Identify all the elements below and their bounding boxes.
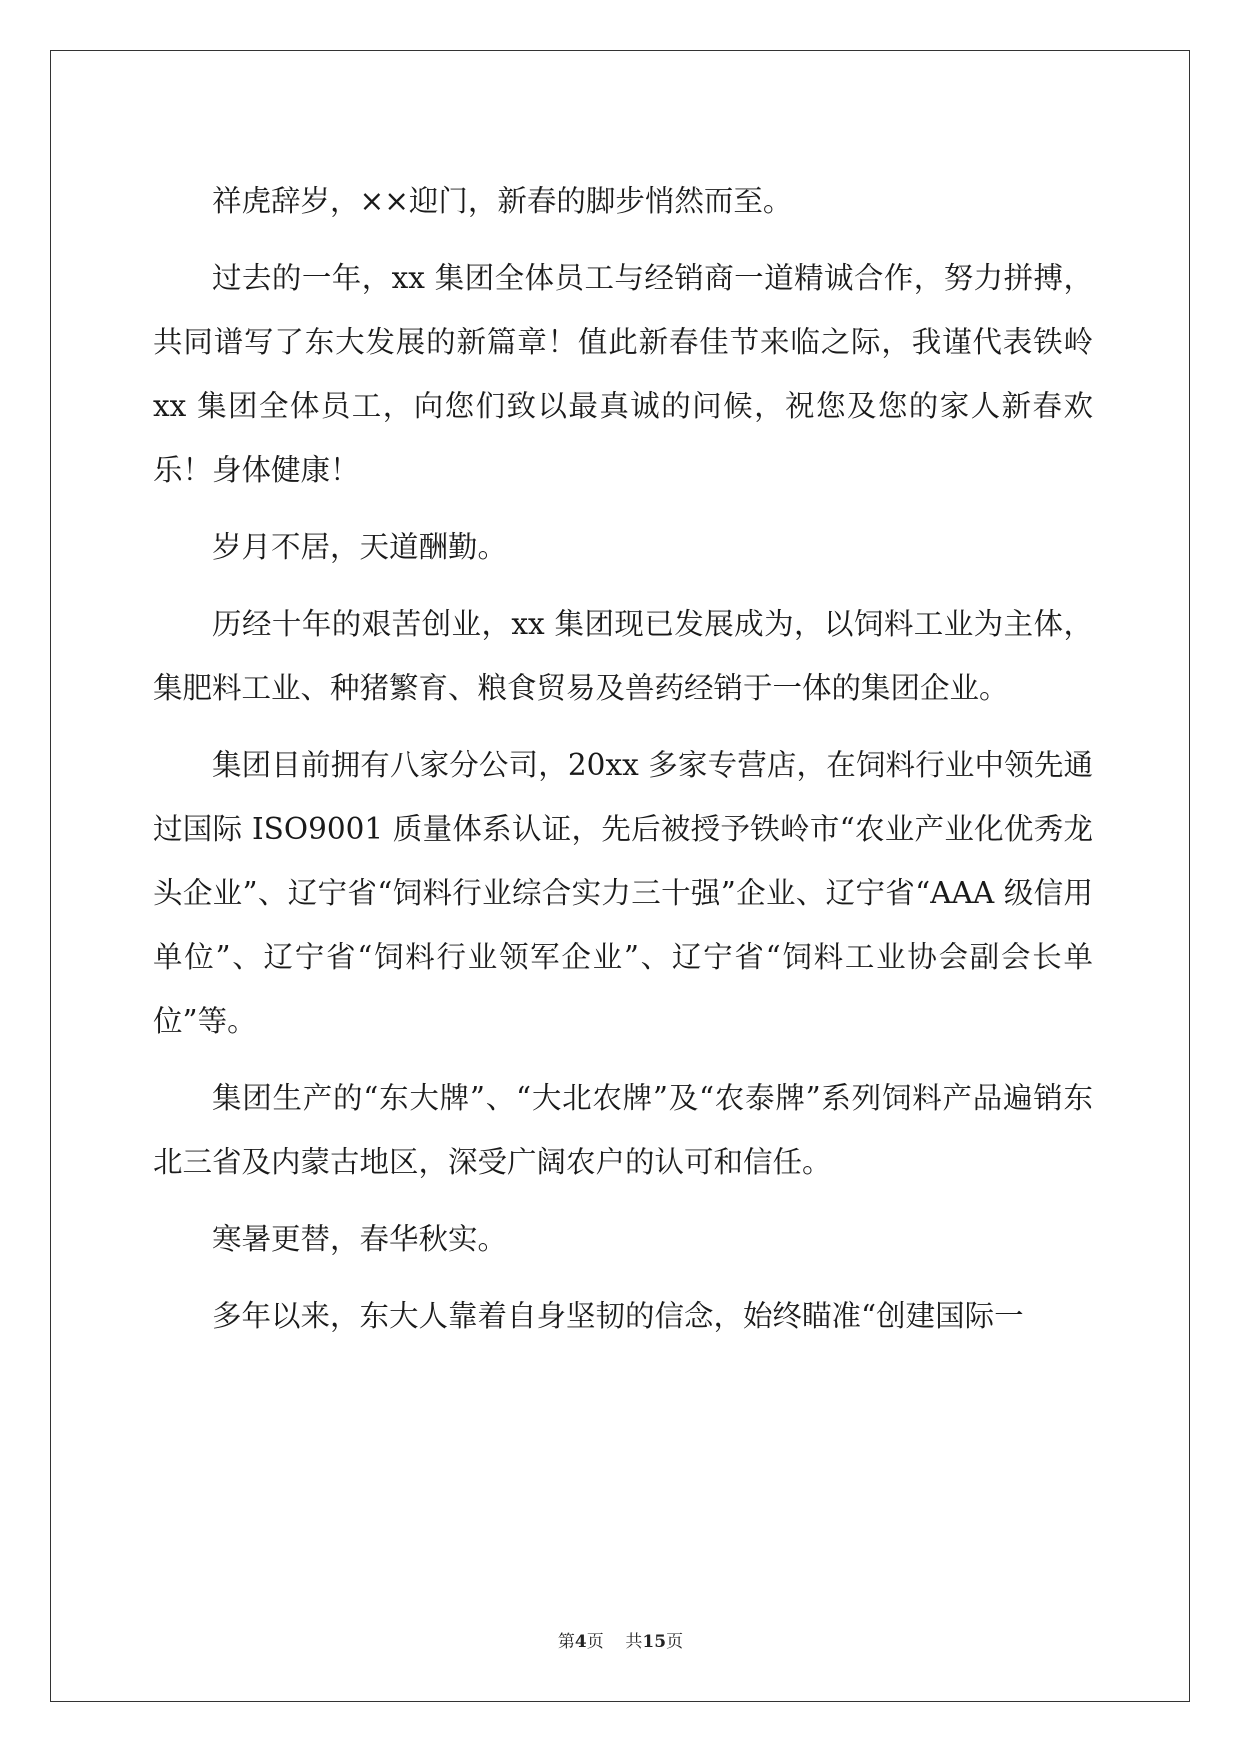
paragraph-1: 祥虎辞岁，××迎门，新春的脚步悄然而至。 bbox=[212, 184, 793, 218]
total-pages-number: 15 bbox=[642, 1632, 667, 1652]
paragraph-3: 岁月不居，天道酬勤。 bbox=[212, 530, 508, 564]
page-label-suffix: 页 bbox=[586, 1632, 604, 1652]
paragraph-6: 集团生产的“东大牌”、“大北农牌”及“农泰牌”系列饲料产品遍销东北三省及内蒙古地区，深受广阔农户的认可和信任。 bbox=[153, 1081, 1093, 1179]
paragraph-4: 历经十年的艰苦创业，xx 集团现已发展成为，以饲料工业为主体，集肥料工业、种猪繁育、粮食贸易及兽药经销于一体的集团企业。 bbox=[153, 607, 1093, 705]
paragraph-7: 寒暑更替，春华秋实。 bbox=[212, 1222, 508, 1256]
document-body bbox=[153, 169, 1093, 1361]
paragraph-8: 多年以来，东大人靠着自身坚韧的信念，始终瞄准“创建国际一 bbox=[212, 1299, 1024, 1333]
page-footer bbox=[0, 1627, 1241, 1652]
total-label-suffix: 页 bbox=[666, 1632, 684, 1652]
paragraph-5: 集团目前拥有八家分公司，20xx 多家专营店，在饲料行业中领先通过国际 ISO9001 质量体系认证，先后被授予铁岭市“农业产业化优秀龙头企业”、辽宁省“饲料行业综合实力三十强”企业、辽宁省“AAA 级信用单位”、辽宁省“饲料行业领军企业”、辽宁省“饲料工业协会副会长单位”等。 bbox=[153, 748, 1093, 1038]
page-label-prefix: 第 bbox=[557, 1632, 575, 1652]
paragraph-2: 过去的一年，xx 集团全体员工与经销商一道精诚合作，努力拼搏，共同谱写了东大发展的新篇章！值此新春佳节来临之际，我谨代表铁岭 xx 集团全体员工，向您们致以最真诚的问候，祝您及您的家人新春欢乐！身体健康！ bbox=[153, 261, 1093, 487]
current-page-number: 4 bbox=[574, 1632, 587, 1652]
total-label-prefix: 共 bbox=[625, 1632, 643, 1652]
